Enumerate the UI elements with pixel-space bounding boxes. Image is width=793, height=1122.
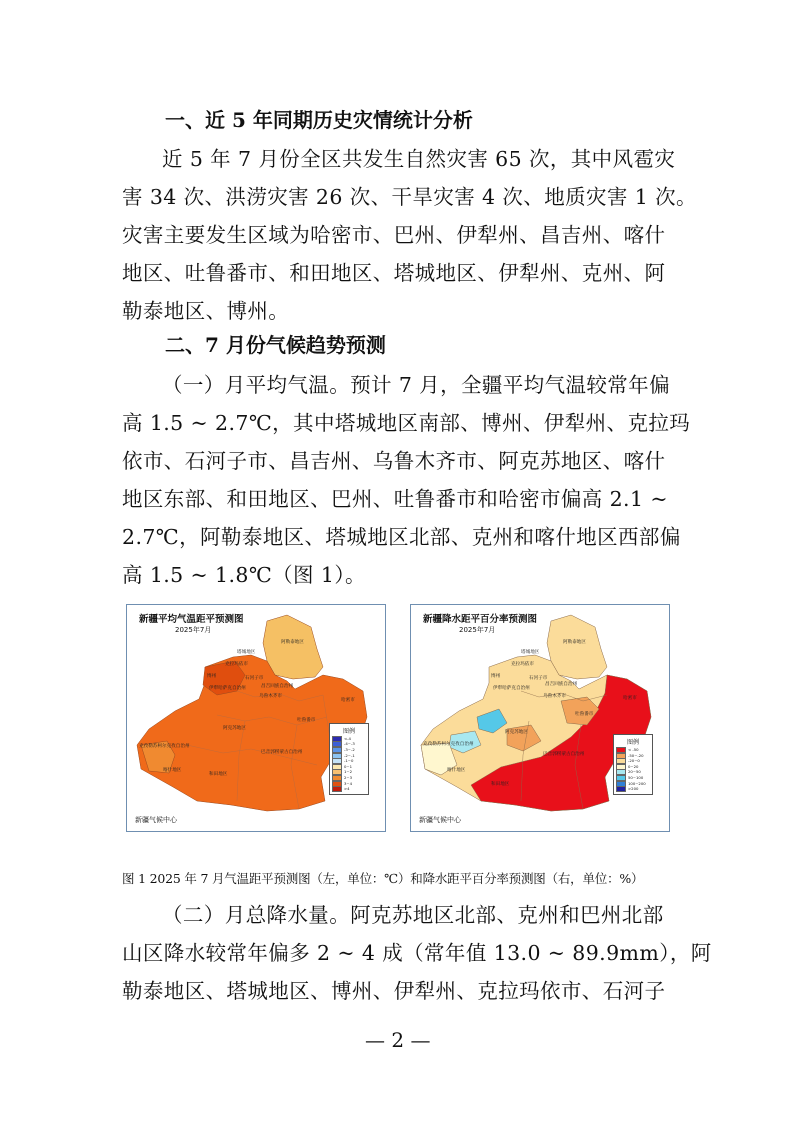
karamay-label: 克拉玛依市: [225, 662, 248, 667]
section1-line-2: 害 34 次、洪涝灾害 26 次、干旱灾害 4 次、地质灾害 1 次。: [122, 185, 697, 209]
section1-line-4: 地区、吐鲁番市、和田地区、塔城地区、伊犁州、克州、阿: [122, 261, 666, 285]
section1-line-3: 灾害主要发生区域为哈密市、巴州、伊犁州、昌吉州、喀什: [122, 223, 666, 247]
bozhou-label: 博州: [207, 674, 217, 679]
hami-label: 哈密市: [623, 696, 637, 701]
section1-line-5: 勒泰地区、博州。: [122, 299, 290, 323]
urumqi-label: 乌鲁木齐市: [259, 694, 282, 699]
changji-label: 昌吉回族自治州: [545, 682, 578, 687]
temperature-legend-title: 图例: [342, 728, 355, 736]
precipitation-legend: [613, 734, 653, 795]
urumqi-label: 乌鲁木齐市: [543, 694, 566, 699]
legend-item: [332, 786, 366, 792]
kezhou-label: 克孜勒苏柯尔克孜自治州: [139, 744, 190, 749]
temp-line-1: （一）月平均气温。预计 7 月，全疆平均气温较常年偏: [162, 373, 670, 397]
legend-label: >4: [344, 786, 350, 792]
legend-label: -4~-3: [344, 741, 355, 747]
legend-swatch: [332, 786, 342, 792]
legend-label: 3~4: [344, 780, 353, 786]
hetian-label: 和田地区: [209, 772, 228, 777]
legend-label: 0~20: [628, 763, 639, 769]
yili-label: 伊犁哈萨克自治州: [493, 686, 530, 691]
tacheng-label: 塔城地区: [521, 650, 540, 655]
turpan-label: 吐鲁番市: [297, 718, 316, 723]
yili-label: 伊犁哈萨克自治州: [209, 686, 246, 691]
precipitation-map-drawing: [411, 605, 669, 831]
legend-label: -3~-2: [344, 747, 355, 753]
temperature-map-drawing: [127, 605, 385, 831]
legend-label: -20~0: [628, 758, 640, 764]
precipitation-legend-title: 图例: [626, 739, 639, 747]
bazhou-label: 巴音郭楞蒙古自治州: [543, 752, 585, 757]
hami-label: 哈密市: [341, 698, 355, 703]
precipitation-anomaly-map: [410, 604, 670, 832]
legend-label: 0~1: [344, 763, 353, 769]
section1-line-1: 近 5 年 7 月份全区共发生自然灾害 65 次，其中风雹灾: [162, 147, 676, 171]
temp-line-6: 高 1.5 ~ 1.8℃（图 1）。: [122, 563, 366, 587]
legend-label: 100~200: [628, 780, 646, 786]
temp-line-4: 地区东部、和田地区、巴州、吐鲁番市和哈密市偏高 2.1 ~: [122, 487, 668, 511]
temp-line-5: 2.7℃，阿勒泰地区、塔城地区北部、克州和喀什地区西部偏: [122, 525, 681, 549]
figure-caption: 图 1 2025 年 7 月气温距平预测图（左，单位：℃）和降水距平百分率预测图（右，单位：%）: [122, 871, 644, 886]
precipitation-map-title: 新疆降水距平百分率预测图: [423, 614, 538, 625]
kashi-label: 喀什地区: [447, 768, 466, 773]
precip-line-3: 勒泰地区、塔城地区、博州、伊犁州、克拉玛依市、石河子: [122, 979, 666, 1003]
hetian-label: 和田地区: [491, 782, 510, 787]
temperature-legend: [329, 723, 369, 795]
aksu-label: 阿克苏地区: [223, 726, 246, 731]
tacheng-label: 塔城地区: [237, 650, 256, 655]
kezhou-label: 克孜勒苏柯尔克孜自治州: [423, 742, 474, 747]
temp-line-2: 高 1.5 ~ 2.7℃，其中塔城地区南部、博州、伊犁州、克拉玛: [122, 411, 691, 435]
shihezi-label: 石河子市: [245, 676, 264, 681]
turpan-label: 吐鲁番市: [575, 712, 594, 717]
page-number: — 2 —: [365, 1028, 431, 1052]
aksu-label: 阿克苏地区: [505, 730, 528, 735]
legend-label: <-4: [344, 735, 351, 741]
legend-item: [616, 786, 650, 792]
temperature-map-footer: 新疆气候中心: [135, 816, 177, 824]
section1-heading: 一、近 5 年同期历史灾情统计分析: [165, 108, 473, 132]
altay-label: 阿勒泰地区: [281, 640, 304, 645]
legend-label: >200: [628, 786, 639, 792]
legend-label: < -50: [628, 747, 639, 753]
precip-line-1: （二）月总降水量。阿克苏地区北部、克州和巴州北部: [162, 903, 664, 927]
altay-label: 阿勒泰地区: [563, 640, 586, 645]
precip-line-2: 山区降水较常年偏多 2 ~ 4 成（常年值 13.0 ~ 89.9mm），阿: [122, 941, 712, 965]
precipitation-map-footer: 新疆气候中心: [419, 816, 461, 824]
bozhou-label: 博州: [491, 674, 501, 679]
bazhou-label: 巴音郭楞蒙古自治州: [261, 750, 303, 755]
legend-label: 50~100: [628, 775, 644, 781]
legend-label: -2~-1: [344, 752, 355, 758]
temperature-map-title: 新疆平均气温距平预测图: [139, 614, 244, 625]
changji-label: 昌吉回族自治州: [261, 684, 294, 689]
karamay-label: 克拉玛依市: [511, 662, 534, 667]
legend-label: -1~0: [344, 758, 354, 764]
shihezi-label: 石河子市: [529, 676, 548, 681]
temp-line-3: 依市、石河子市、昌吉州、乌鲁木齐市、阿克苏地区、喀什: [122, 449, 666, 473]
legend-label: 2~3: [344, 775, 353, 781]
legend-label: 1~2: [344, 769, 353, 775]
legend-label: -50~-20: [628, 752, 644, 758]
temperature-map-date: 2025年7月: [175, 626, 212, 634]
legend-swatch: [616, 786, 626, 792]
kashi-label: 喀什地区: [163, 768, 182, 773]
section2-heading: 二、7 月份气候趋势预测: [165, 333, 386, 357]
temperature-anomaly-map: [126, 604, 386, 832]
legend-label: 20~50: [628, 769, 641, 775]
precipitation-map-date: 2025年7月: [459, 626, 496, 634]
